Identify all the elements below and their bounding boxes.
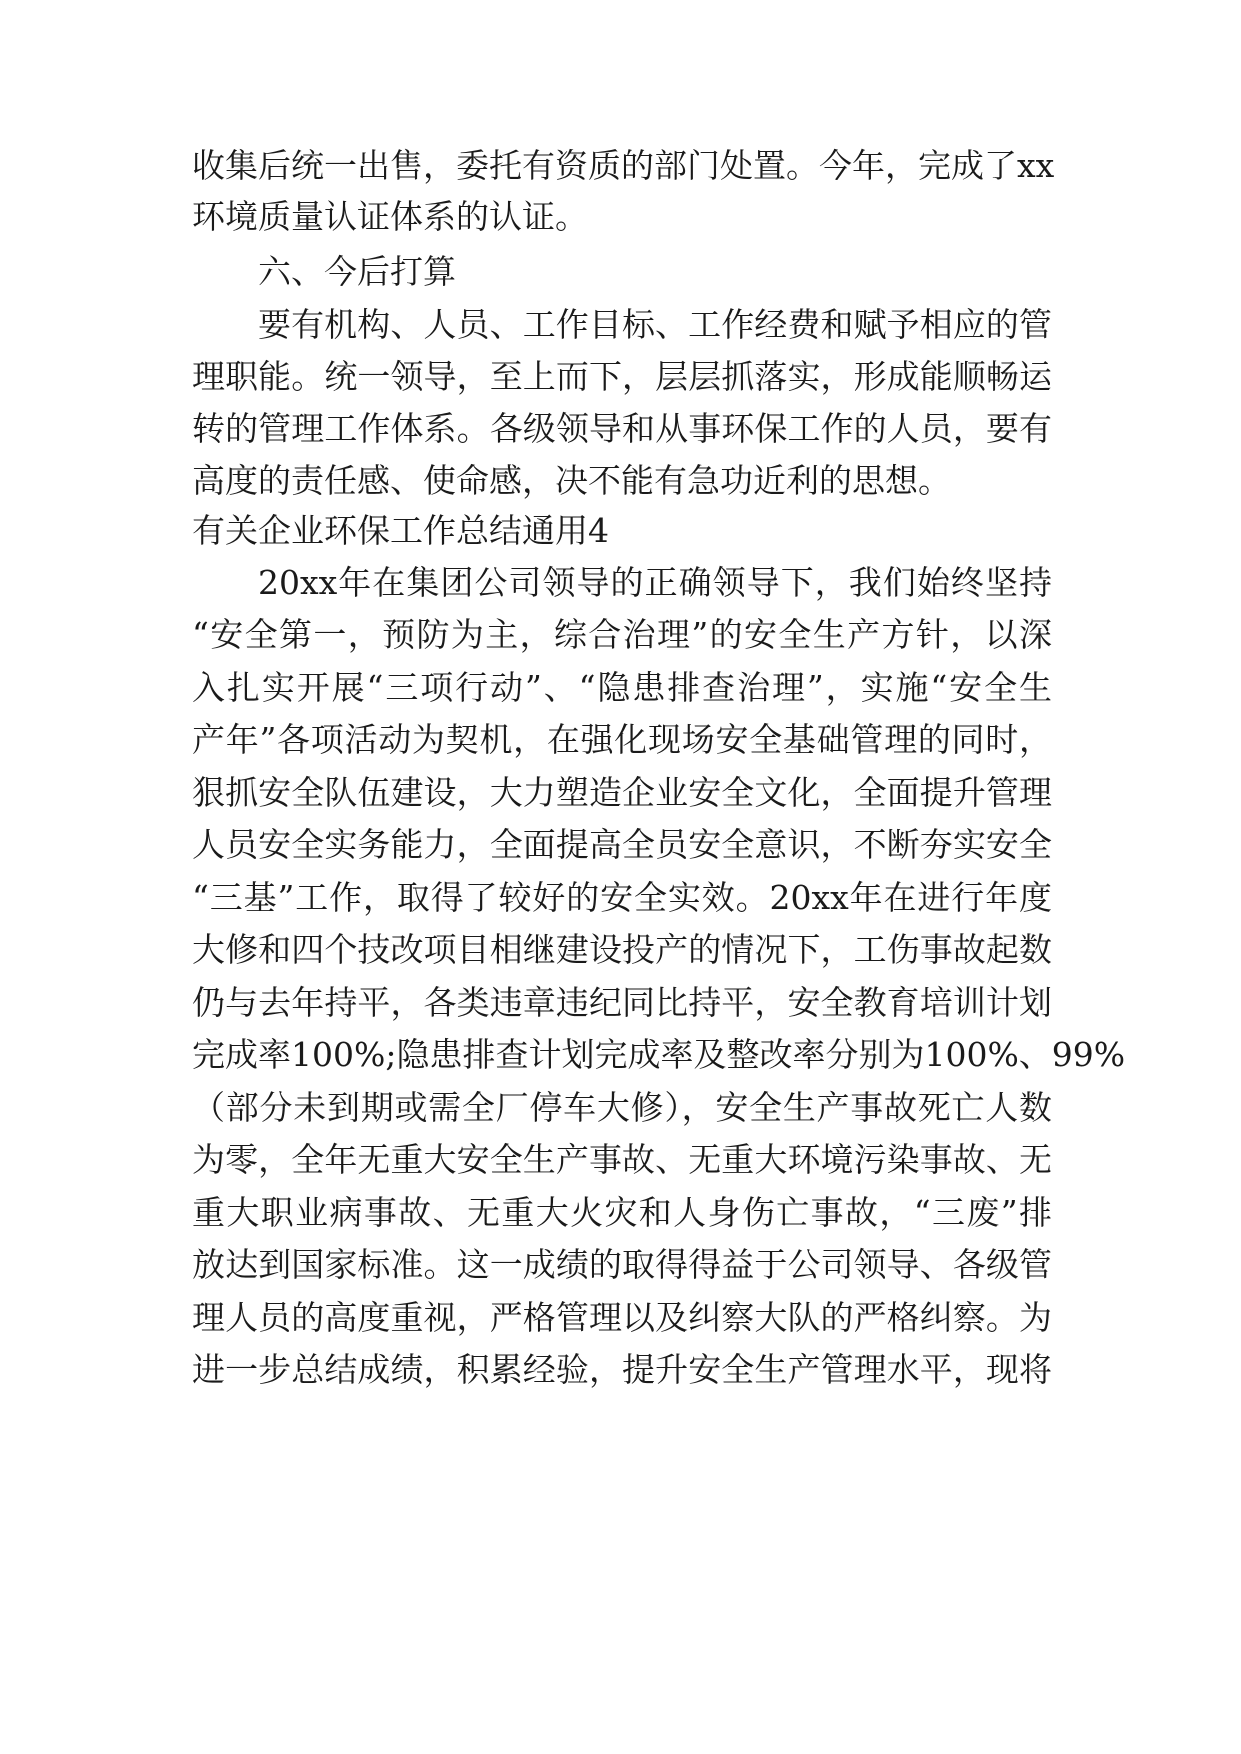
text-line-21: 重大职业病事故、无重大火灾和人身伤亡事故，“三废”排: [192, 1193, 1052, 1232]
text-line-20: 为零，全年无重大安全生产事故、无重大环境污染事故、无: [192, 1140, 1052, 1179]
text-line-1: 收集后统一出售，委托有资质的部门处置。今年，完成了xx: [192, 146, 1055, 185]
text-line-4: 要有机构、人员、工作目标、工作经费和赋予相应的管: [258, 305, 1052, 344]
text-line-12: 产年”各项活动为契机，在强化现场安全基础管理的同时，: [192, 720, 1052, 759]
text-line-11: 入扎实开展“三项行动”、“隐患排查治理”，实施“安全生: [192, 668, 1052, 707]
text-line-10: “安全第一，预防为主，综合治理”的安全生产方针，以深: [192, 615, 1052, 654]
text-line-6: 转的管理工作体系。各级领导和从事环保工作的人员，要有: [192, 409, 1052, 448]
text-line-16: 大修和四个技改项目相继建设投产的情况下，工伤事故起数: [192, 930, 1052, 969]
text-line-2: 环境质量认证体系的认证。: [192, 197, 588, 236]
text-line-7: 高度的责任感、使命感，决不能有急功近利的思想。: [192, 461, 951, 500]
text-line-5: 理职能。统一领导，至上而下，层层抓落实，形成能顺畅运: [192, 357, 1052, 396]
text-line-14: 人员安全实务能力，全面提高全员安全意识，不断夯实安全: [192, 825, 1052, 864]
text-line-15: “三基”工作，取得了较好的安全实效。20xx年在进行年度: [192, 878, 1052, 917]
text-line-19: （部分未到期或需全厂停车大修），安全生产事故死亡人数: [192, 1088, 1052, 1127]
text-line-18: 完成率100%;隐患排查计划完成率及整改率分别为100%、99%: [192, 1035, 1126, 1074]
text-line-9: 20xx年在集团公司领导的正确领导下，我们始终坚持: [258, 563, 1052, 602]
text-line-17: 仍与去年持平，各类违章违纪同比持平，安全教育培训计划: [192, 983, 1052, 1022]
text-line-22: 放达到国家标准。这一成绩的取得得益于公司领导、各级管: [192, 1245, 1052, 1284]
text-line-23: 理人员的高度重视，严格管理以及纠察大队的严格纠察。为: [192, 1298, 1052, 1337]
section-heading-plans: 六、今后打算: [258, 252, 456, 291]
text-line-24: 进一步总结成绩，积累经验，提升安全生产管理水平，现将: [192, 1350, 1052, 1389]
text-line-13: 狠抓安全队伍建设，大力塑造企业安全文化，全面提升管理: [192, 773, 1052, 812]
article-title: 有关企业环保工作总结通用4: [192, 511, 609, 550]
